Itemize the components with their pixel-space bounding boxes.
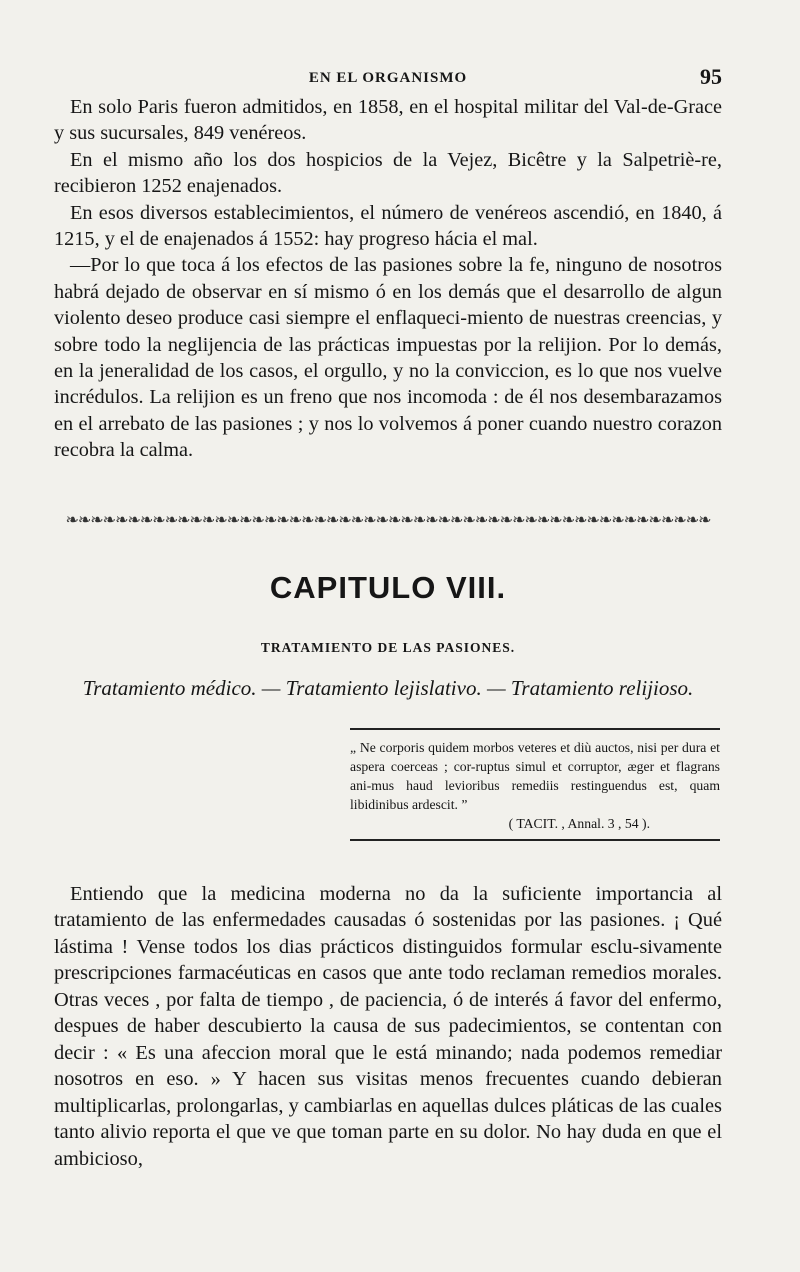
paragraph: En esos diversos establecimientos, el número de venéreos ascendió, en 1840, á 1215, y el de enajenados á 1552: hay progreso hácia el mal.: [54, 201, 722, 251]
epigraph-top-rule: [350, 728, 720, 730]
paragraph: En el mismo año los dos hospicios de la Vejez, Bicêtre y la Salpetriè-re, recibieron 1252 enajenados.: [54, 148, 722, 198]
epigraph: [350, 728, 720, 841]
chapter-body: [54, 881, 722, 1173]
running-header: [54, 64, 722, 94]
paragraph: En solo Paris fueron admitidos, en 1858, en el hospital militar del Val-de-Grace y sus sucursales, 849 venéreos.: [54, 96, 722, 145]
epigraph-citation: ( TACIT. , Annal. 3 , 54 ).: [508, 815, 650, 831]
chapter-summary: Tratamiento médico. — Tratamiento lejislativo. — Tratamiento relijioso.: [82, 675, 694, 700]
chapter-subtitle: TRATAMIENTO DE LAS PASIONES.: [260, 639, 516, 655]
book-page: [54, 64, 722, 1172]
page-number: 95: [700, 64, 722, 89]
epigraph-text: „ Ne corporis quidem morbos veteres et diù auctos, nisi per dura et aspera coerceas ; cor-ruptus simul et corruptor, æger et flagrans ani-mus haud levioribus remediis restinguendus est, quam libidinibus ardescit. ”: [350, 739, 720, 812]
paragraph: —Por lo que toca á los efectos de las pasiones sobre la fe, ninguno de nosotros habrá dejado de observar en sí mismo ó en los demás que el desarrollo de algun violento deseo produce casi siempre el enflaqueci-miento de nuestras creencias, y sobre todo la neglijencia de las prácticas impuestas por la relijion. Por lo demás, en la jeneralidad de los casos, el orgullo, y no la conviccion, es lo que nos vuelve incrédulos. La relijion es un freno que nos incomoda : de él nos desembarazamos en el arrebato de las pasiones ; y nos lo volvemos á poner cuando nuestro corazon recobra la calma.: [54, 254, 722, 462]
epigraph-bottom-rule: [350, 839, 720, 841]
decorative-ornament-rule: ❧❧❧❧❧❧❧❧❧❧❧❧❧❧❧❧❧❧❧❧❧❧❧❧❧❧❧❧❧❧❧❧❧❧❧❧❧❧❧❧❧❧❧❧❧❧❧❧❧❧❧❧: [65, 511, 711, 529]
chapter-title: CAPITULO VIII.: [269, 569, 507, 605]
intro-text: [54, 94, 722, 464]
epigraph-quote: [350, 738, 720, 833]
running-title: EN EL ORGANISMO: [308, 70, 468, 86]
paragraph: Entiendo que la medicina moderna no da la suficiente importancia al tratamiento de las enfermedades causadas ó sostenidas por las pasiones. ¡ Qué lástima ! Vense todos los dias prácticos distinguidos formular esclu-sivamente prescripciones farmacéuticas en casos que ante todo reclaman remedios morales. Otras veces , por falta de tiempo , de paciencia, ó de interés á favor del enfermo, despues de haber descubierto la causa de sus padecimientos, se contentan con decir : « Es una afeccion moral que le está minando; nada podemos remediar nosotros en eso. » Y hacen sus visitas menos frecuentes cuando debieran multiplicarlas, prolongarlas, y cambiarlas en aquellas dulces pláticas de las cuales tanto alivio reporta el que ve que toman parte en su dolor. No hay duda en que el ambicioso,: [54, 882, 722, 1170]
